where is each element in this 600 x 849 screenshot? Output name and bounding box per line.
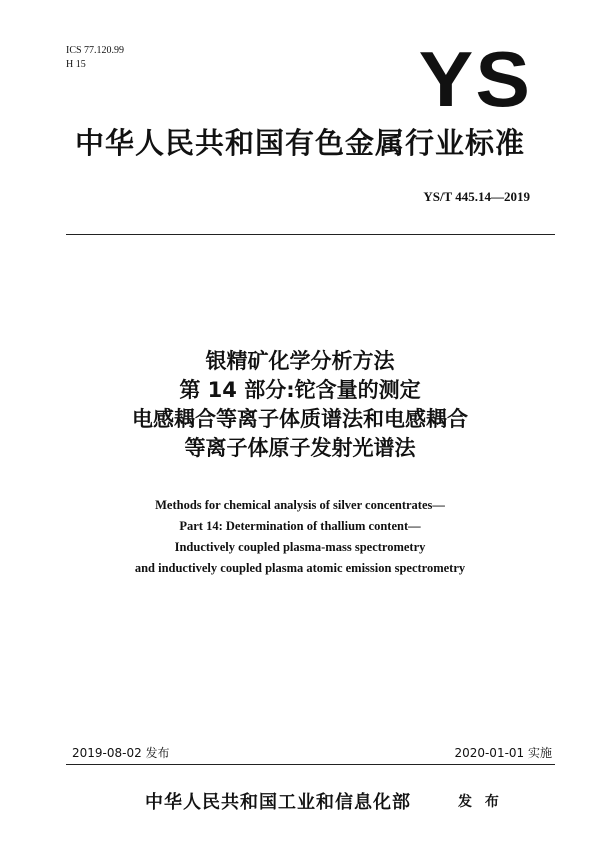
top-divider [66, 234, 555, 235]
chinese-title-line: 第 14 部分:铊含量的测定 [179, 378, 421, 402]
classification-codes [66, 44, 124, 72]
standard-number: YS/T 445.14—2019 [423, 189, 530, 204]
organization-heading: 中华人民共和国有色金属行业标准 [74, 126, 525, 160]
chinese-title-line: 等离子体原子发射光谱法 [184, 436, 416, 460]
ys-logo: YS [418, 35, 532, 123]
chinese-title [0, 347, 600, 463]
publish-label: 发 布 [458, 794, 503, 810]
bottom-divider [66, 764, 555, 765]
english-title-line: and inductively coupled plasma atomic emission spectrometry [134, 561, 466, 575]
english-title-line: Inductively coupled plasma-mass spectrometry [174, 540, 426, 554]
chinese-title-line: 银精矿化学分析方法 [205, 349, 395, 373]
ics-code: ICS 77.120.99 [66, 45, 125, 56]
english-title-line: Methods for chemical analysis of silver concentrates— [155, 498, 445, 512]
implementation-date: 2020-01-01 实施 [454, 746, 552, 760]
english-title-line: Part 14: Determination of thallium content— [179, 519, 421, 533]
ccs-code: H 15 [66, 59, 86, 70]
chinese-title-line: 电感耦合等离子体质谱法和电感耦合 [132, 407, 468, 431]
english-title [0, 495, 600, 579]
publisher-name: 中华人民共和国工业和信息化部 [145, 792, 411, 813]
issue-date: 2019-08-02 发布 [72, 746, 170, 760]
